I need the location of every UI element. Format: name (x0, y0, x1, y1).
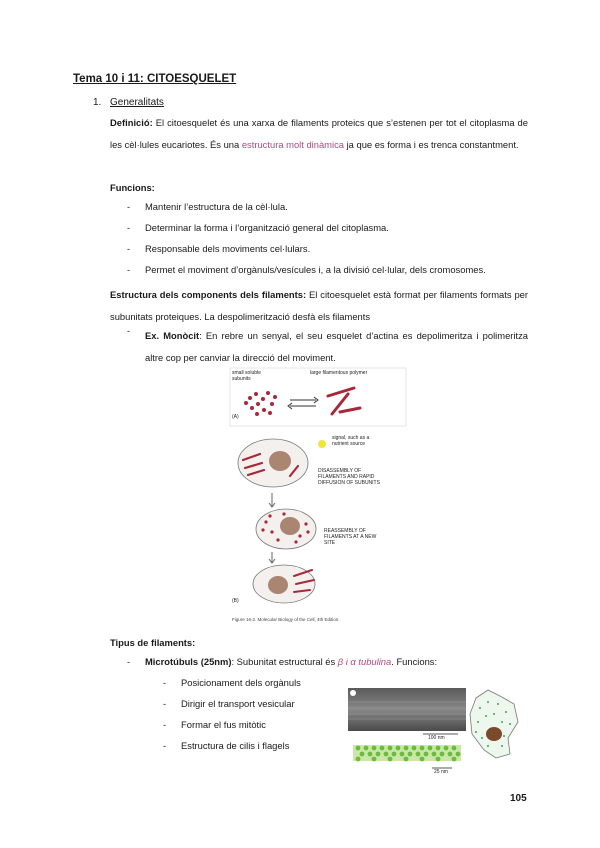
label-subunits: small soluble subunits (232, 370, 261, 382)
definition-label: Definició: (110, 117, 153, 128)
structure-paragraph (110, 284, 528, 328)
panel-a-label: (A) (232, 414, 239, 420)
definition-text-1: El citoesquelet és una xarxa de filaments proteics que s’estenen per tot el citoplasma de les cèl·lules eucariotes. És una (110, 117, 528, 150)
structure-text: El citoesquelet està format per filaments formats per subunitats proteiques. La despolimerització desfà els filaments (110, 289, 528, 322)
label-reassembly: REASSEMBLY OF FILAMENTS AT A NEW SITE (324, 528, 377, 546)
definition-highlight: estructura molt dinàmica (241, 139, 344, 150)
label-disassembly: DISASSEMBLY OF FILAMENTS AND RAPID DIFFUSION OF SUBUNITS (318, 468, 380, 486)
definition-text-2: ja que es forma i es trenca constantment. (343, 139, 519, 150)
filament-types-heading: Tipus de filaments: (110, 637, 196, 648)
panel-b-label: (B) (232, 598, 239, 604)
figure-microtubules (348, 688, 520, 776)
figure-actin-dynamics (228, 366, 408, 628)
section-title: Generalitats (110, 97, 164, 108)
definition-paragraph (110, 112, 528, 156)
structure-label: Estructura dels components dels filaments: (110, 289, 307, 300)
page-title: Tema 10 i 11: CITOESQUELET (73, 73, 237, 85)
label-polymer: large filamentous polymer (310, 370, 368, 376)
section-number: 1. (93, 97, 102, 108)
example-text: : En rebre un senyal, el seu esquelet d’actina es depolimeritza i polimeritza altre cop per canviar la direcció del moviment. (145, 330, 528, 363)
functions-heading: Funcions: (110, 182, 155, 193)
scale-label-25nm: 25 nm (434, 769, 448, 775)
scale-label-100nm: 100 nm (428, 735, 445, 741)
figure-caption: Figure 16-2. Molecular Biology of the Cell, 4th Edition. (232, 617, 340, 622)
microtubules-label: Microtúbuls (25nm) (145, 656, 232, 667)
example-label: Ex. Monòcit (145, 330, 200, 341)
page-number: 105 (510, 793, 527, 804)
label-signal: signal, such as a nutrient source (332, 435, 370, 447)
tubulin-highlight: β i α tubulina (337, 656, 392, 667)
